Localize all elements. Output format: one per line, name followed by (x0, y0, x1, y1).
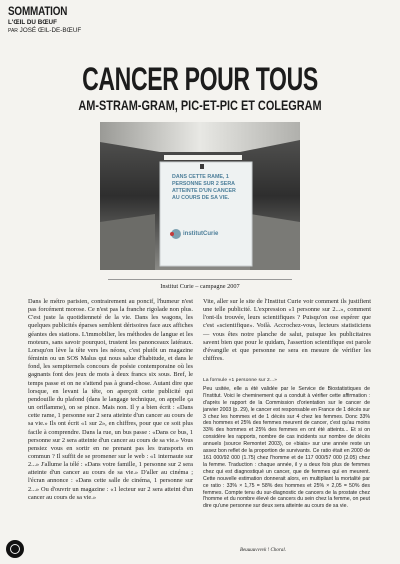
metro-photo (100, 122, 300, 270)
poster-text: DANS CETTE RAME, 1 PERSONNE SUR 2 SERA ATTEINTE D'UN CANCER AU COURS DE SA VIE. (172, 174, 236, 201)
body-column-left (28, 298, 193, 502)
author-name: JOSÉ ŒIL-DE-BŒUF (19, 27, 82, 34)
rubric-label: SOMMATION (8, 6, 68, 18)
statistics-sidebar (203, 378, 370, 510)
article-header (8, 6, 208, 35)
body-column-right (203, 298, 371, 363)
byline-par: PAR (8, 28, 18, 34)
body-paragraph: Dans le métro parisien, contrairement au poncif, l'humeur n'est pas forcément morose. Ce n'est pas la franche rigolade non plus. C'est juste la quotidienneté de la vie. Dans les wagons, les quelques publicités éparses semblent dérisoires face aux affiches géantes des stations. L'immobilier, les méthodes de langue et les moteurs, sans savoir pourquoi, trustent les panonceaux latéraux. Lorsqu'on lève la tête vers les néons, c'est plutôt un magazine féminin ou un SOS Malus qui nous salue d'habitude, et dans le fond, les sempiternels concours de poésie contemporaine où les gagnants font des jeux de mots à deux francs six sous. Bref, le temps passe et on ne s'attend pas à grand-chose. Autant dire que lorsque, en levant la tête, on aperçoit cette publicité qui pendouille du plafond (dans le langage technique, on appelle ça un oriflamme), on se pince. Mais non. Il y a bien écrit : «Dans cette rame, 1 personne sur 2 sera atteinte d'un cancer au cours de sa vie.» Ils ont écrit «1 sur 2», en chiffres, pour que ce soit plus facile à comprendre. Dans la rue, un bus passe : «Dans ce bus, 1 personne sur 2 sera atteinte d'un cancer au cours de sa vie.» Vous pensiez vous en sortir en ne prenant pas les transports en commun ? Il suffit de se promener sur le web : «1 internaute sur 2...» J'allume la télé : «Dans votre famille, 1 personne sur 2 sera atteinte d'un cancer au cours de sa vie.» D'aller au cinéma ; l'écran annonce : «Dans cette salle de cinéma, 1 personne sur 2...» Ou d'ouvrir un magazine : «1 lecteur sur 2 sera atteint d'un cancer au cours de sa vie.» (28, 298, 193, 501)
column-name: L'ŒIL DU BŒUF (8, 19, 57, 26)
institut-curie-logo: institutCurie (183, 231, 219, 237)
footer-note: Beuuuuvvvvk ! Choral. (240, 548, 286, 553)
sidebar-title: La formule «1 personne sur 2...» (203, 378, 278, 383)
sidebar-text: Peu usitée, elle a été validée par le Service de Biostatistiques de l'Institut. Voici le cheminement qui a conduit à vérifier cette affirmation : d'après le rapport de la Commission d'orientation sur le cancer de janvier 2003 (p. 29), le cancer est responsable en France de 1 décès sur 3 chez les hommes et de 1 décès sur 4 chez les femmes. Donc 33% des hommes et 25% des femmes meurent de cancer, c'est qu'au moins 33% des hommes et 25% des femmes en ont été atteints... Et si on considère les rapports, nombre de cas incidents sur nombre de décès annuels (source Remontet 2003), ce «biais» sur une année reste un assez bon reflet de la proportion de survivants. Ce ratio était en 2000 de 161 000/92 000 (1.75) chez l'homme et de 117 000/57 000 (2.05) chez la femme. Traduction : chaque année, il y a deux fois plus de femmes chez qui est diagnostiqué un cancer, que de femmes qui en meurent. Cette nouvelle estimation donnerait alors, en multipliant la mortalité par ce ratio : 33% × 1,75 = 58% des hommes et 25% × 2,05 = 50% des femmes. Compte tenu du sur-diagnostic de cancers de la prostate chez l'homme et du nombre élevé de cancers du sein chez la femme, on peut dire qu'une personne sur deux sera atteinte au cours de sa vie. (203, 385, 370, 510)
photo-caption (108, 279, 292, 290)
body-paragraph: Vite, aller sur le site de l'Institut Curie voir comment ils justifient une telle publicité. L'expression «1 personne sur 2...», comment l'ont-ils trouvée, leurs scientifiques ? Puisqu'on ose espérer que c'est «scientifique». Voilà. Accrochez-vous, lecteurs statisticiens — vous êtes notre planche de salut, puisque les publicitaires savent bien que pour le quidam, l'assertion scientifique est parole d'évangile et que personne ne sera en mesure de vérifier les chiffres. (203, 298, 371, 363)
article-subtitle: AM-STRAM-GRAM, PIC-ET-PIC ET COLEGRAM (78, 97, 322, 113)
article-title: CANCER POUR TOUS (82, 61, 318, 97)
photo-caption-text: Institut Curie – campagne 2007 (160, 283, 240, 290)
seal-ring (10, 544, 20, 554)
magazine-seal-logo (6, 540, 24, 558)
byline (8, 27, 208, 35)
